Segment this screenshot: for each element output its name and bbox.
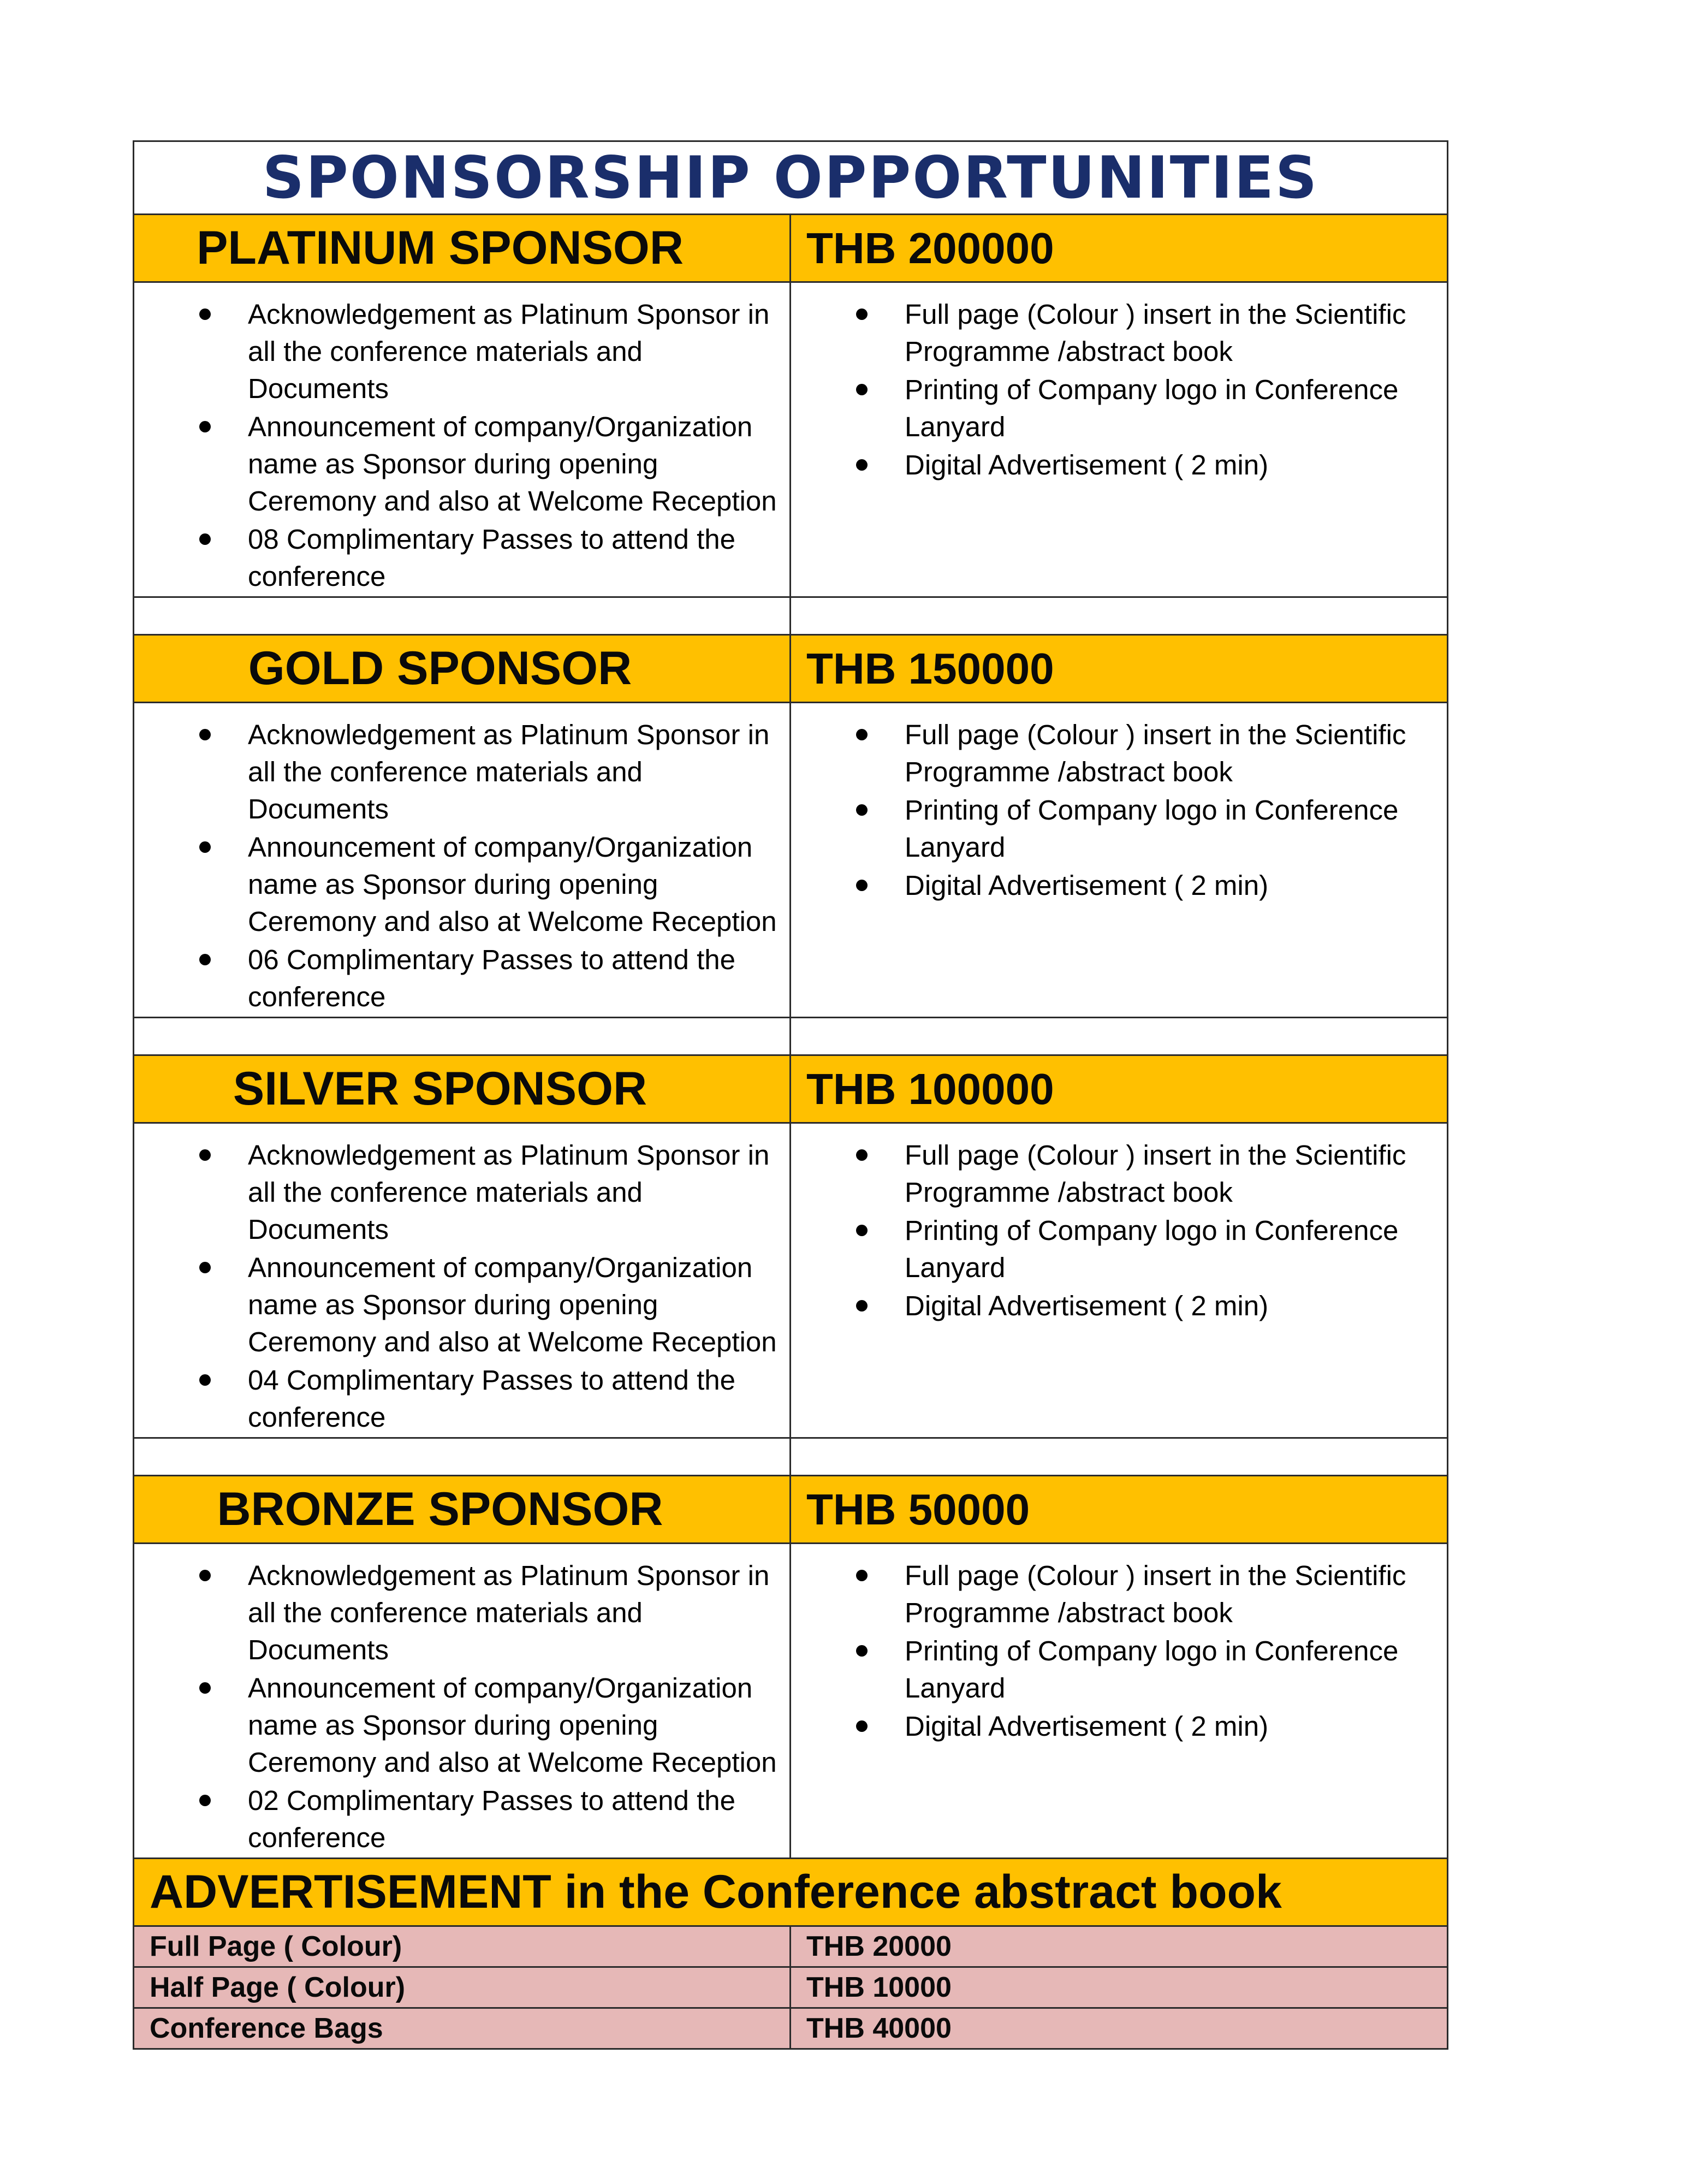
tier-price: THB 150000	[791, 635, 1448, 703]
benefit-list	[791, 1544, 1447, 1745]
benefit-item: Announcement of company/Organization name as Sponsor during opening Ceremony and also at Welcome Reception	[134, 408, 779, 520]
tier-price: THB 100000	[791, 1055, 1448, 1123]
advertisement-row	[134, 2008, 1448, 2049]
tier-header-gold	[134, 635, 1448, 703]
benefit-item: 04 Complimentary Passes to attend the conference	[134, 1362, 779, 1436]
benefits-left	[134, 703, 791, 1018]
benefit-item: Full page (Colour ) insert in the Scientific Programme /abstract book	[791, 716, 1436, 791]
benefits-left	[134, 282, 791, 597]
benefit-list	[791, 283, 1447, 484]
spacer-row	[134, 1018, 1448, 1055]
benefit-item: Full page (Colour ) insert in the Scientific Programme /abstract book	[791, 1137, 1436, 1211]
benefit-item: Printing of Company logo in Conference Lanyard	[791, 371, 1436, 446]
advertisement-row	[134, 1967, 1448, 2008]
title-cell	[134, 141, 1448, 215]
benefit-item: 02 Complimentary Passes to attend the conference	[134, 1782, 779, 1856]
benefit-item: Announcement of company/Organization name as Sponsor during opening Ceremony and also at Welcome Reception	[134, 1249, 779, 1361]
advertisement-item: Half Page ( Colour)	[134, 1967, 791, 2008]
benefit-item: Announcement of company/Organization name as Sponsor during opening Ceremony and also at Welcome Reception	[134, 829, 779, 940]
benefit-item: Printing of Company logo in Conference Lanyard	[791, 792, 1436, 866]
tier-name: GOLD SPONSOR	[134, 635, 791, 703]
benefit-item: Acknowledgement as Platinum Sponsor in all the conference materials and Documents	[134, 716, 779, 828]
benefits-right	[791, 1544, 1448, 1859]
tier-body-gold	[134, 703, 1448, 1018]
advertisement-item: Conference Bags	[134, 2008, 791, 2049]
benefit-item: Printing of Company logo in Conference Lanyard	[791, 1212, 1436, 1286]
sponsorship-table	[133, 140, 1448, 2050]
tier-body-silver	[134, 1123, 1448, 1438]
benefit-item: Digital Advertisement ( 2 min)	[791, 1287, 1436, 1325]
benefit-list	[134, 703, 789, 1016]
benefit-item: Digital Advertisement ( 2 min)	[791, 447, 1436, 484]
tier-price: THB 200000	[791, 215, 1448, 282]
advertisement-price: THB 10000	[791, 1967, 1448, 2008]
tier-body-bronze	[134, 1544, 1448, 1859]
advertisement-header-row	[134, 1859, 1448, 1926]
benefit-item: 06 Complimentary Passes to attend the conference	[134, 941, 779, 1016]
advertisement-heading: ADVERTISEMENT in the Conference abstract book	[134, 1859, 1448, 1926]
advertisement-price: THB 40000	[791, 2008, 1448, 2049]
benefit-list	[791, 703, 1447, 904]
tier-header-silver	[134, 1055, 1448, 1123]
benefit-item: Full page (Colour ) insert in the Scientific Programme /abstract book	[791, 296, 1436, 370]
tier-price: THB 50000	[791, 1476, 1448, 1544]
advertisement-row	[134, 1926, 1448, 1967]
spacer-row	[134, 597, 1448, 635]
tier-body-platinum	[134, 282, 1448, 597]
spacer-row	[134, 1438, 1448, 1476]
benefit-list	[791, 1124, 1447, 1325]
advertisement-item: Full Page ( Colour)	[134, 1926, 791, 1967]
benefits-right	[791, 1123, 1448, 1438]
benefits-right	[791, 282, 1448, 597]
benefits-right	[791, 703, 1448, 1018]
benefit-list	[134, 1124, 789, 1436]
tier-header-platinum	[134, 215, 1448, 282]
benefit-list	[134, 1544, 789, 1856]
benefit-item: Printing of Company logo in Conference Lanyard	[791, 1633, 1436, 1707]
tier-header-bronze	[134, 1476, 1448, 1544]
benefit-list	[134, 283, 789, 595]
benefit-item: Announcement of company/Organization name as Sponsor during opening Ceremony and also at Welcome Reception	[134, 1670, 779, 1781]
benefit-item: Digital Advertisement ( 2 min)	[791, 1708, 1436, 1745]
benefits-left	[134, 1544, 791, 1859]
advertisement-price: THB 20000	[791, 1926, 1448, 1967]
page-title: SPONSORSHIP OPPORTUNITIES	[262, 144, 1319, 211]
tier-name: BRONZE SPONSOR	[134, 1476, 791, 1544]
benefit-item: 08 Complimentary Passes to attend the conference	[134, 521, 779, 595]
benefits-left	[134, 1123, 791, 1438]
benefit-item: Acknowledgement as Platinum Sponsor in all the conference materials and Documents	[134, 1137, 779, 1248]
title-row	[134, 141, 1448, 215]
benefit-item: Full page (Colour ) insert in the Scientific Programme /abstract book	[791, 1557, 1436, 1631]
benefit-item: Digital Advertisement ( 2 min)	[791, 867, 1436, 904]
benefit-item: Acknowledgement as Platinum Sponsor in all the conference materials and Documents	[134, 1557, 779, 1669]
tier-name: SILVER SPONSOR	[134, 1055, 791, 1123]
benefit-item: Acknowledgement as Platinum Sponsor in all the conference materials and Documents	[134, 296, 779, 407]
tier-name: PLATINUM SPONSOR	[134, 215, 791, 282]
